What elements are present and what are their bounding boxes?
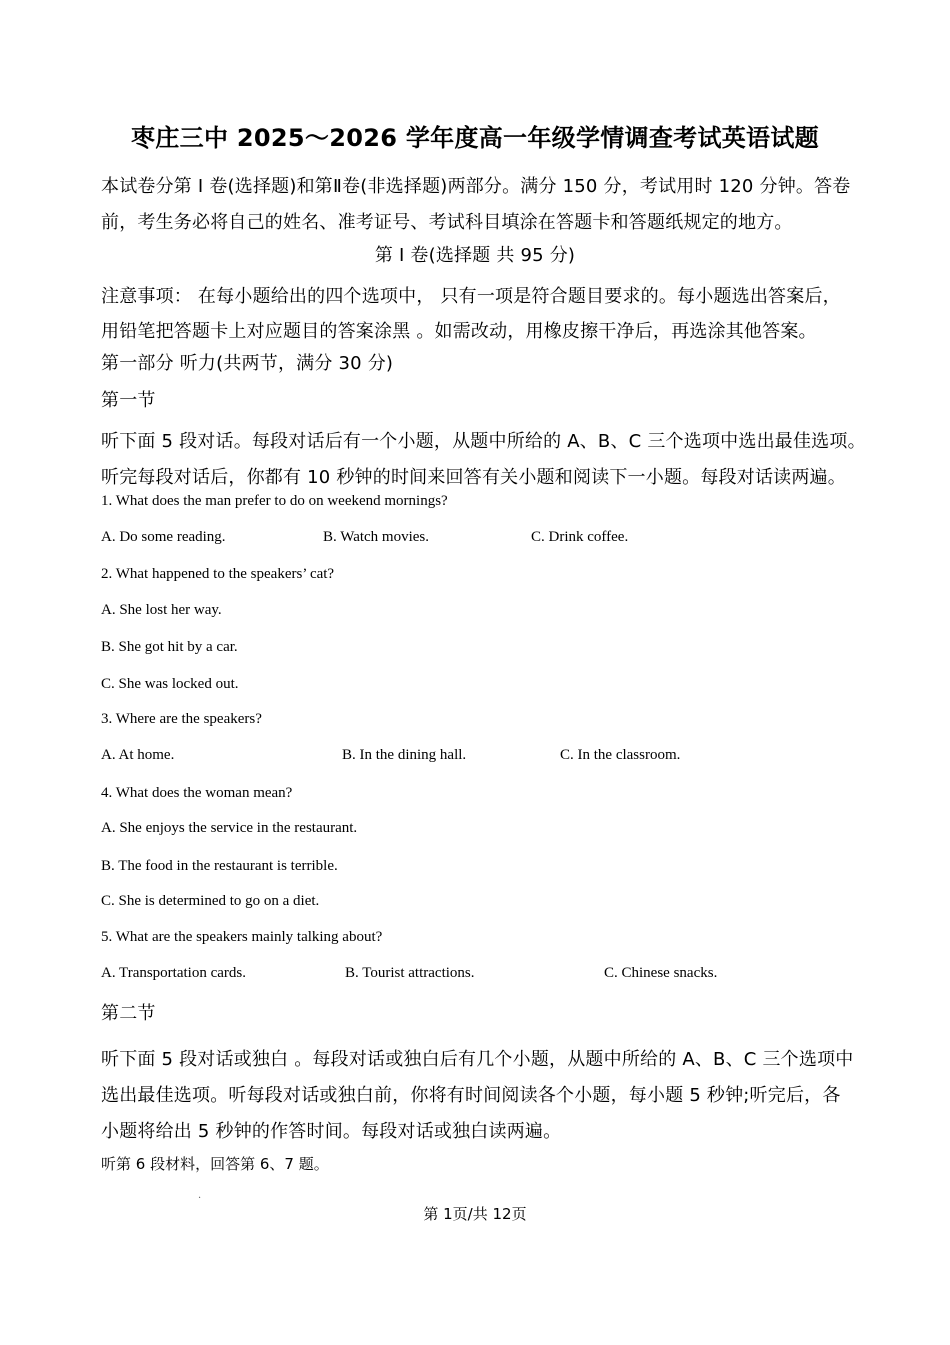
section1-instruction-2: 听完每段对话后，你都有 10 秒钟的时间来回答有关小题和阅读下一小题。每段对话读两遍。 xyxy=(101,467,846,488)
question-5-option-b: B. Tourist attractions. xyxy=(345,965,475,981)
question-5-option-a: A. Transportation cards. xyxy=(101,965,246,981)
section1-instruction-1: 听下面 5 段对话。每段对话后有一个小题，从题中所给的 A、B、C 三个选项中选出最佳选项。 xyxy=(101,431,866,452)
question-5-option-c: C. Chinese snacks. xyxy=(604,965,718,981)
question-3-stem: 3. Where are the speakers? xyxy=(101,711,262,727)
volume1-header: 第 Ⅰ 卷(选择题 共 95 分) xyxy=(374,245,576,266)
section2-instruction-2: 选出最佳选项。听每段对话或独白前，你将有时间阅读各个小题，每小题 5 秒钟;听完后，各 xyxy=(101,1085,841,1106)
question-1-option-c: C. Drink coffee. xyxy=(531,529,629,545)
section2-header: 第二节 xyxy=(101,1003,156,1024)
question-2-option-a: A. She lost her way. xyxy=(101,602,222,618)
notice-line-2: 用铅笔把答题卡上对应题目的答案涂黑 。如需改动，用橡皮擦干净后，再选涂其他答案。 xyxy=(101,321,817,342)
question-1-option-b: B. Watch movies. xyxy=(323,529,430,545)
question-4-option-a: A. She enjoys the service in the restaurant. xyxy=(101,820,358,836)
notice-line-1: 注意事项： 在每小题给出的四个选项中， 只有一项是符合题目要求的。每小题选出答案后， xyxy=(101,286,841,307)
question-1-stem: 1. What does the man prefer to do on weekend mornings? xyxy=(101,493,448,509)
question-4-option-b: B. The food in the restaurant is terrible. xyxy=(101,858,338,874)
question-4-option-c: C. She is determined to go on a diet. xyxy=(101,893,320,909)
question-2-option-b: B. She got hit by a car. xyxy=(101,639,238,655)
section2-instruction-1: 听下面 5 段对话或独白 。每段对话或独白后有几个小题，从题中所给的 A、B、C 三个选项中 xyxy=(101,1049,854,1070)
question-5-stem: 5. What are the speakers mainly talking about? xyxy=(101,929,383,945)
stray-mark: · xyxy=(198,1193,202,1204)
intro-line-2: 前，考生务必将自己的姓名、准考证号、考试科目填涂在答题卡和答题纸规定的地方。 xyxy=(101,212,793,233)
section1-header: 第一节 xyxy=(101,390,156,411)
material-6-note: 听第 6 段材料，回答第 6、7 题。 xyxy=(101,1155,329,1173)
section2-instruction-3: 小题将给出 5 秒钟的作答时间。每段对话或独白读两遍。 xyxy=(101,1121,562,1142)
page-footer: 第 1页/共 12页 xyxy=(423,1205,527,1223)
exam-title: 枣庄三中 2025～2026 学年度高一年级学情调查考试英语试题 xyxy=(131,124,819,152)
question-3-option-c: C. In the classroom. xyxy=(560,747,681,763)
intro-line-1: 本试卷分第 Ⅰ 卷(选择题)和第Ⅱ卷(非选择题)两部分。满分 150 分，考试用时 120 分钟。答卷 xyxy=(101,176,851,197)
question-3-option-b: B. In the dining hall. xyxy=(342,747,467,763)
part1-header: 第一部分 听力(共两节，满分 30 分) xyxy=(101,353,394,374)
question-2-option-c: C. She was locked out. xyxy=(101,676,239,692)
question-3-option-a: A. At home. xyxy=(101,747,175,763)
question-2-stem: 2. What happened to the speakers’ cat? xyxy=(101,566,335,582)
question-1-option-a: A. Do some reading. xyxy=(101,529,226,545)
question-4-stem: 4. What does the woman mean? xyxy=(101,785,293,801)
